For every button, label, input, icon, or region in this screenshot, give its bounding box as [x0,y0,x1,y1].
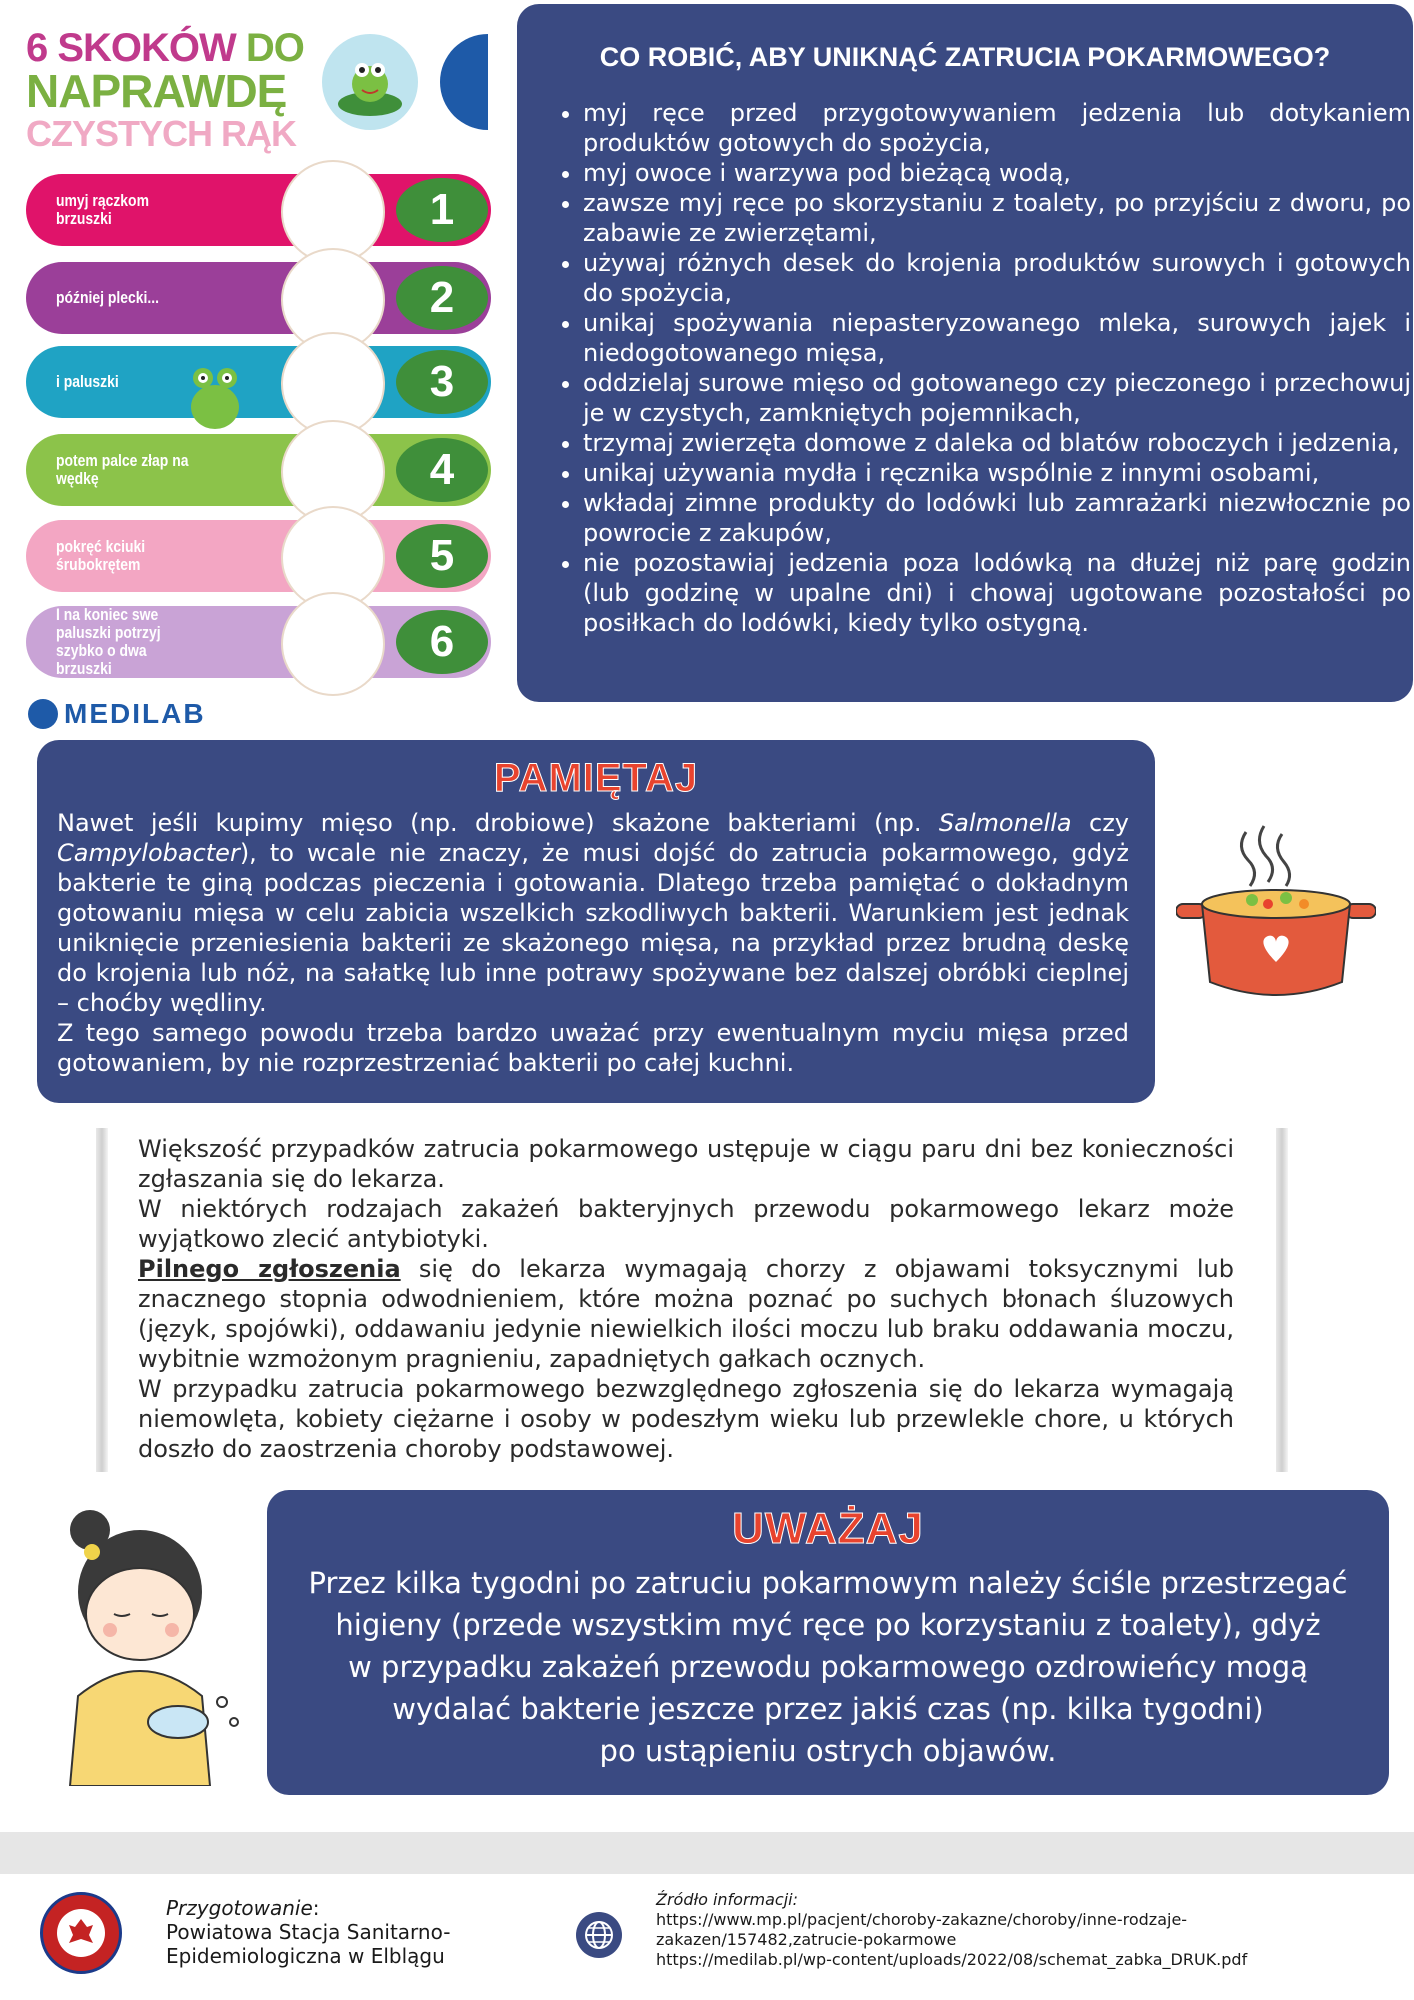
sources [656,1890,1356,1970]
list-item: • nie pozostawiaj jedzenia poza lodówką na dłużej niż parę godzin (lub godzinę w upalne dni) i chowaj ugotowane pozostałości po posiłkach do lodówki, kiedy tylko ostygną. [583,548,1411,638]
avoid-panel-title: CO ROBIĆ, ABY UNIKNĄĆ ZATRUCIA POKARMOWEGO? [599,42,1331,72]
remember-text-p2: Z tego samego powodu trzeba bardzo uważać przy ewentualnym myciu mięsa przed gotowaniem, by nie rozprzestrzeniać bakterii po całej kuchni. [57,1019,1129,1077]
step-1 [26,174,491,246]
caution-panel-text [267,1562,1389,1772]
step-1-label: umyj rączkom brzuszki [56,191,149,228]
info-p3-bold: Pilnego zgłoszenia [138,1255,401,1283]
step-3-label: i paluszki [56,372,119,392]
step-5 [26,520,491,592]
step-4-label: potem palce złap na wędkę [56,451,189,488]
remember-panel-text [57,808,1129,1078]
caution-line: higieny (przede wszystkim myć ręce po korzystaniu z toalety), gdyż [335,1608,1321,1642]
steps-title [26,28,304,152]
prepared-by-line: Powiatowa Stacja Sanitarno- [166,1920,451,1944]
list-item: • myj ręce przed przygotowywaniem jedzenia lub dotykaniem produktów gotowych do spożycia, [583,98,1411,158]
step-4-number: 4 [396,438,488,502]
remember-panel-title: PAMIĘTAJ [493,756,699,800]
step-2 [26,262,491,334]
footer-band [0,1832,1414,1874]
remember-text-b: czy [1071,809,1130,837]
steps-title-line1: 6 SKOKÓW [26,26,236,70]
step-4 [26,434,491,506]
right-divider-bar [1276,1128,1288,1472]
caution-panel-title: UWAŻAJ [732,1504,924,1553]
list-item: • zawsze myj ręce po skorzystaniu z toalety, po przyjściu z dworu, po zabawie ze zwierzętami, [583,188,1411,248]
frog-badge-icon [322,34,418,130]
info-p2: W niektórych rodzajach zakażeń bakteryjnych przewodu pokarmowego lekarz może wyjątkowo zlecić antybiotyki. [138,1195,1234,1253]
remember-text-a: Nawet jeśli kupimy mięso (np. drobiowe) skażone bakteriami (np. [57,809,939,837]
caution-line: Przez kilka tygodni po zatruciu pokarmowym należy ściśle przestrzegać [308,1566,1348,1600]
step-2-label: później plecki... [56,288,160,308]
list-item: • myj owoce i warzywa pod bieżącą wodą, [583,158,1411,188]
info-p3-rest: się do lekarza wymagają chorzy z objawami toksycznymi lub znacznego stopnia odwodnieniem, które można poznać po suchych błonach śluzowych (język, spojówki), oddawaniu jedynie niewielkich ilości moczu lub braku oddawania moczu, wybitnie wzmożonym pragnieniu, zapadniętych gałkach ocznych. [138,1255,1235,1373]
prepared-label: Przygotowanie [166,1896,313,1920]
step-6-label: I na koniec swe paluszki potrzyj szybko o dwa brzuszki [56,605,161,678]
prepared-by: Przygotowanie: Powiatowa Stacja Sanitarno- Epidemiologiczna w Elblągu [166,1896,451,1968]
step-5-label: pokręć kciuki śrubokrętem [56,537,146,574]
list-item: • unikaj używania mydła i ręcznika wspólnie z innymi osobami, [583,458,1411,488]
step-3-number: 3 [396,350,488,414]
step-6 [26,606,491,678]
brand-half-circle-icon [440,34,488,130]
medilab-logo-text: MEDILAB [64,698,206,729]
step-6-number: 6 [396,610,488,674]
sanitary-inspection-logo-icon [40,1892,122,1974]
source-label: Źródło informacji: [656,1890,799,1909]
campylobacter-text: Campylobacter [57,839,240,867]
hands-washing-icon [281,592,385,696]
caution-panel [267,1490,1389,1795]
cooking-pot-icon [1176,812,1376,1016]
source-link[interactable]: https://medilab.pl/wp-content/uploads/2022/08/schemat_zabka_DRUK.pdf [656,1950,1248,1969]
list-item: • wkładaj zimne produkty do lodówki lub zamrażarki niezwłocznie po powrocie z zakupów, [583,488,1411,548]
step-2-number: 2 [396,266,488,330]
list-item: • używaj różnych desek do krojenia produktów surowych i gotowych do spożycia, [583,248,1411,308]
step-5-number: 5 [396,524,488,588]
caution-line: wydalać bakterie jeszcze przez jakiś czas (np. kilka tygodni) [392,1692,1264,1726]
steps-title-line2: NAPRAWDĘ [26,65,287,117]
list-item: • trzymaj zwierzęta domowe z daleka od blatów roboczych i jedzenia, [583,428,1411,458]
source-link[interactable]: https://www.mp.pl/pacjent/choroby-zakazne/choroby/inne-rodzaje- [656,1910,1188,1929]
caution-line: w przypadku zakażeń przewodu pokarmowego ozdrowieńcy mogą [348,1650,1308,1684]
salmonella-text: Salmonella [938,809,1072,837]
avoid-panel-list [555,98,1411,638]
info-p1: Większość przypadków zatrucia pokarmowego ustępuje w ciągu paru dni bez konieczności zgłaszania się do lekarza. [138,1135,1234,1193]
steps-title-do: DO [245,26,304,70]
info-p4: W przypadku zatrucia pokarmowego bezwzględnego zgłoszenia się do lekarza wymagają niemowlęta, kobiety ciężarne i osoby w podeszłym wieku lub przewlekle chore, u których doszło do zaostrzenia choroby podstawowej. [138,1375,1234,1463]
source-link[interactable]: zakazen/157482,zatrucie-pokarmowe [656,1930,957,1949]
medilab-logo [28,698,206,730]
avoid-food-poisoning-panel [517,4,1413,702]
step-1-number: 1 [396,178,488,242]
remember-text-c: ), to wcale nie znaczy, że musi dojść do zatrucia pokarmowego, gdyż bakterie te giną podczas pieczenia i gotowania. Dlatego trzeba pamiętać o dokładnym gotowaniu mięsa w celu zabicia wszelkich szkodliwych bakterii. Warunkiem jest jednak uniknięcie przeniesienia bakterii ze skażonego mięsa, na przykład przez brudną deskę do krojenia lub nóż, na sałatkę lub inne potrawy spożywane bez dalszej obróbki cieplnej – choćby wędliny. [57,839,1129,1017]
remember-panel [37,740,1155,1103]
globe-icon [576,1912,622,1958]
list-item: • unikaj spożywania niepasteryzowanego mleka, surowych jajek i niedogotowanego mięsa, [583,308,1411,368]
prepared-by-line: Epidemiologiczna w Elblągu [166,1944,445,1968]
left-divider-bar [96,1128,108,1472]
list-item: • oddzielaj surowe mięso od gotowanego czy pieczonego i przechowuj je w czystych, zamkniętych pojemnikach, [583,368,1411,428]
medilab-logo-icon [28,699,58,729]
info-block [96,1128,1288,1472]
info-block-text [138,1134,1234,1464]
caution-line: po ustąpieniu ostrych objawów. [599,1734,1057,1768]
girl-washing-hands-icon [30,1496,250,1790]
steps-title-line3: CZYSTYCH RĄK [26,113,297,154]
